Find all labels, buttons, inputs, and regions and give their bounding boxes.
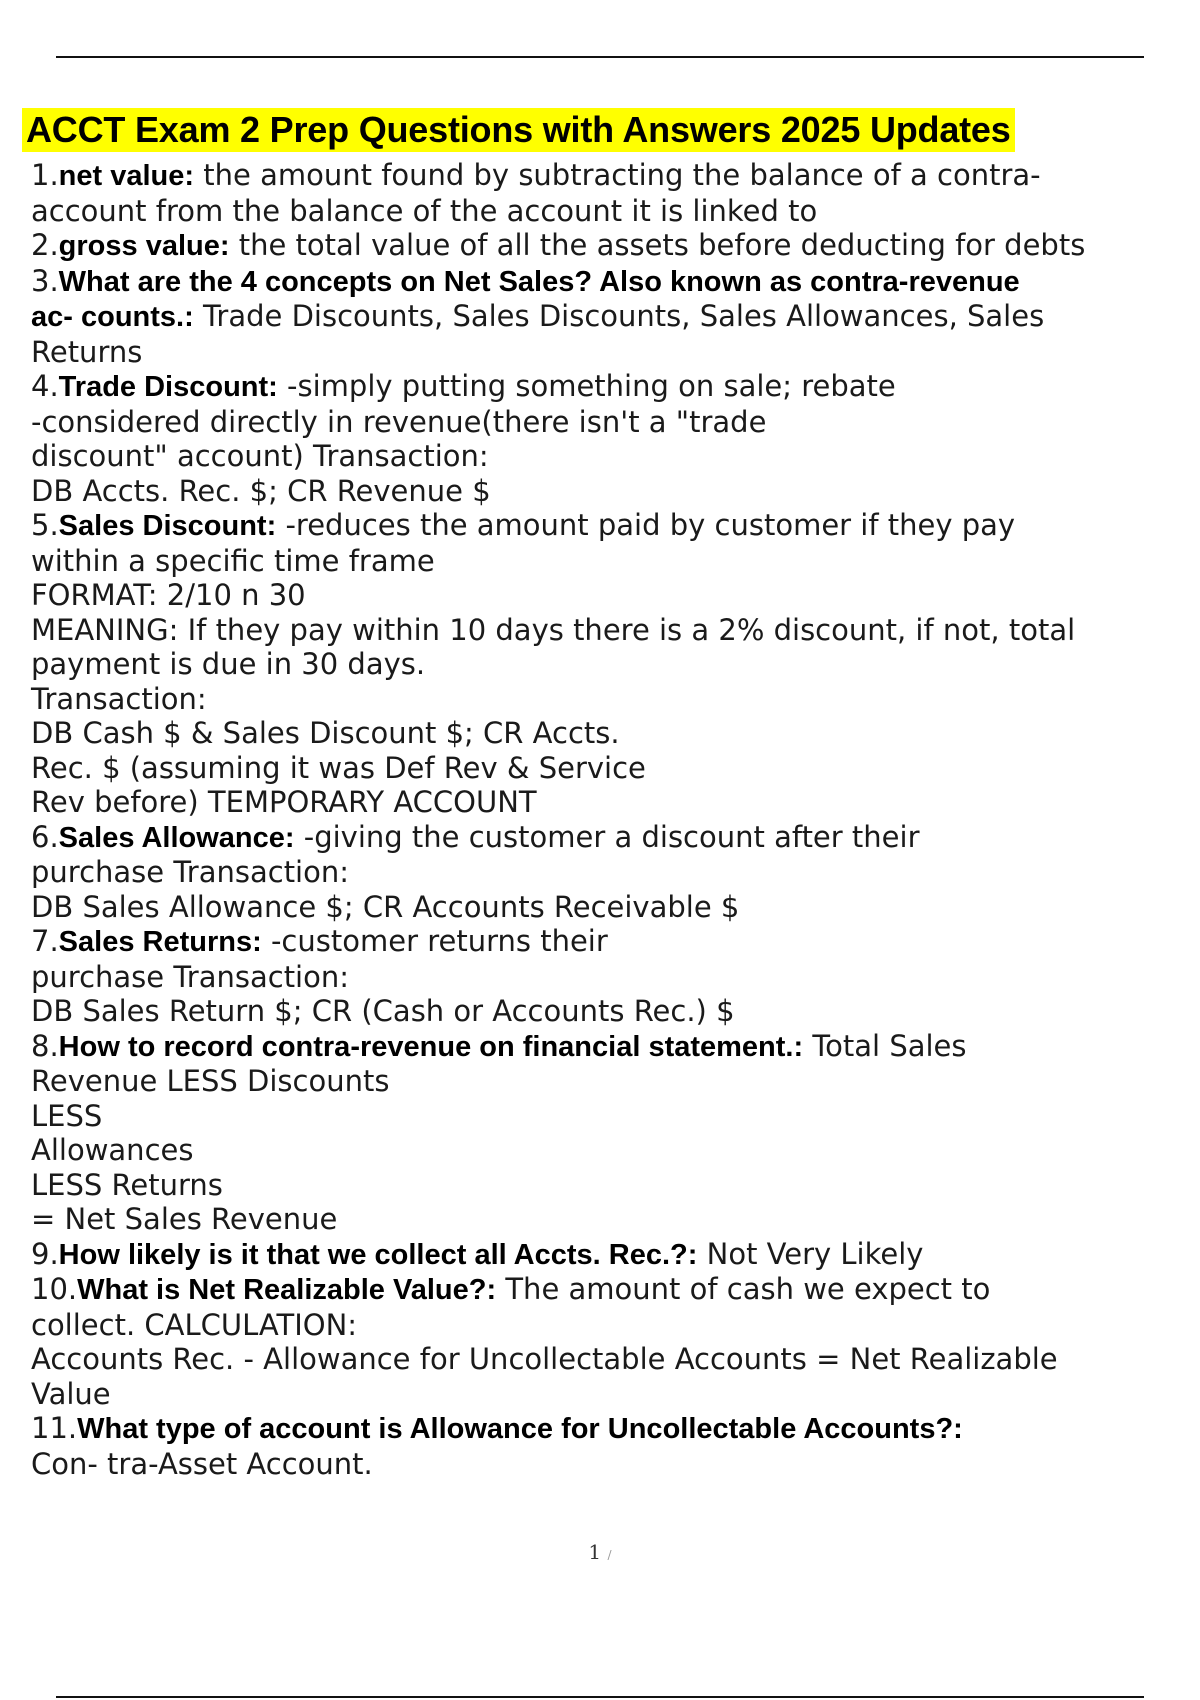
qa-line [31,405,1196,440]
qa-line [31,369,1196,405]
qa-item [31,1272,1196,1411]
qa-line [31,1029,1196,1065]
page-number: 1 [588,1540,602,1564]
item-answer: LESS Returns [31,1167,223,1202]
item-answer: = Net Sales Revenue [31,1202,338,1236]
qa-line [31,960,1196,995]
qa-item [31,264,1196,370]
item-number: 9. [31,1236,59,1271]
item-term: How to record contra-revenue on financial statement.: [58,1030,804,1063]
qa-line [31,474,1196,509]
top-rule [56,56,1144,58]
item-answer: The amount of cash we expect to [496,1272,991,1306]
item-number: 6. [31,819,59,854]
item-answer: Allowances [31,1133,194,1167]
qa-item [31,1237,1196,1273]
item-number: 2. [31,228,59,262]
qa-line [31,1168,1196,1203]
item-term: What type of account is Allowance for Uncollectable Accounts?: [77,1413,963,1445]
document-title: ACCT Exam 2 Prep Questions with Answers 2025 Updates [22,108,1015,152]
item-term: Trade Discount: [58,371,278,403]
title-block [22,108,1015,152]
page-footer [0,1540,1200,1564]
item-answer: DB Cash $ & Sales Discount $; CR Accts. [31,716,620,750]
qa-line [31,1133,1196,1168]
item-answer: discount" account) Transaction: [31,439,489,473]
qa-line [31,439,1196,474]
item-answer: Returns [31,334,143,369]
qa-line [31,194,1196,229]
qa-line [31,716,1196,751]
qa-line [31,1064,1196,1099]
item-number: 5. [31,508,59,542]
item-answer: -giving the customer a discount after their [294,819,920,854]
qa-line [31,1099,1196,1134]
item-answer: Revenue LESS Discounts [31,1064,390,1098]
item-answer: the amount found by subtracting the balance of a contra- [194,158,1041,192]
item-number: 3. [31,263,59,298]
item-answer: collect. CALCULATION: [31,1307,358,1342]
item-term: What is Net Realizable Value?: [77,1274,497,1306]
qa-line [31,299,1196,335]
item-answer: Trade Discounts, Sales Discounts, Sales Allowances, Sales [193,299,1045,333]
qa-item [31,228,1196,264]
item-term: What are the 4 concepts on Net Sales? Also known as contra-revenue [58,265,1020,298]
qa-line [31,544,1196,579]
qa-item [31,1411,1196,1481]
item-answer: -simply putting something on sale; rebate [277,369,896,403]
item-term: Sales Returns: [58,926,262,958]
item-answer: -considered directly in revenue(there isn't a "trade [31,404,767,439]
item-number: 1. [31,158,59,192]
item-answer: Transaction: [31,681,207,716]
item-answer: DB Accts. Rec. $; CR Revenue $ [31,473,491,508]
item-answer: account from the balance of the account it is linked to [31,193,818,228]
qa-item [31,158,1196,228]
item-answer: Not Very Likely [697,1236,924,1271]
item-answer: FORMAT: 2/10 n 30 [31,578,306,612]
bottom-rule [56,1696,1144,1698]
qa-line [31,335,1196,370]
page-separator: / [607,1548,612,1562]
qa-line [31,890,1196,925]
item-term: net value: [58,160,195,192]
item-number: 7. [31,924,59,958]
qa-line [31,820,1196,856]
item-answer: DB Sales Allowance $; CR Accounts Receivable $ [31,889,740,924]
qa-line [31,613,1196,648]
qa-line [31,1202,1196,1237]
item-answer: Rev before) TEMPORARY ACCOUNT [31,785,537,819]
item-term: How likely is it that we collect all Accts. Rec.?: [58,1238,698,1271]
item-answer: DB Sales Return $; CR (Cash or Accounts Rec.) $ [31,994,735,1028]
item-answer: purchase Transaction: [31,959,350,994]
qa-line [31,508,1196,544]
item-answer: the total value of all the assets before deducting for debts [229,228,1086,262]
qa-item [31,369,1196,508]
qa-list [31,158,1196,1481]
item-term: gross value: [58,230,230,262]
item-answer: Accounts Rec. - Allowance for Uncollectable Accounts = Net Realizable [31,1342,1058,1376]
item-term-continued: ac- counts.: [31,301,194,333]
qa-line [31,1342,1196,1377]
item-answer: -customer returns their [261,924,608,958]
item-answer: payment is due in 30 days. [31,647,426,681]
qa-line [31,228,1196,264]
qa-line [31,1377,1196,1412]
qa-line [31,751,1196,786]
qa-line [31,158,1196,194]
qa-line [31,578,1196,613]
item-number: 4. [31,369,59,403]
qa-item [31,820,1196,925]
qa-line [31,1411,1196,1447]
item-term: Sales Discount: [58,510,277,542]
qa-line [31,994,1196,1029]
item-answer: Value [31,1376,111,1411]
item-term: Sales Allowance: [58,821,295,854]
item-answer: -reduces the amount paid by customer if they pay [276,508,1016,542]
qa-line [31,1447,1196,1482]
item-number: 11. [31,1411,78,1445]
item-number: 8. [31,1028,59,1063]
item-answer: MEANING: If they pay within 10 days there is a 2% discount, if not, total [31,612,1076,647]
item-answer: LESS [31,1098,103,1133]
qa-line [31,1272,1196,1308]
item-number: 10. [31,1272,78,1306]
qa-line [31,924,1196,960]
qa-line [31,682,1196,717]
qa-line [31,785,1196,820]
qa-line [31,855,1196,890]
qa-line [31,647,1196,682]
qa-line [31,264,1196,300]
qa-item [31,1029,1196,1237]
item-answer: Rec. $ (assuming it was Def Rev & Service [31,750,646,785]
qa-line [31,1308,1196,1343]
qa-item [31,924,1196,1029]
item-answer: within a specific time frame [31,543,435,578]
qa-item [31,508,1196,820]
item-answer: purchase Transaction: [31,855,350,889]
qa-line [31,1237,1196,1273]
item-answer: Total Sales [803,1028,967,1063]
item-answer: Con- tra-Asset Account. [31,1446,373,1481]
